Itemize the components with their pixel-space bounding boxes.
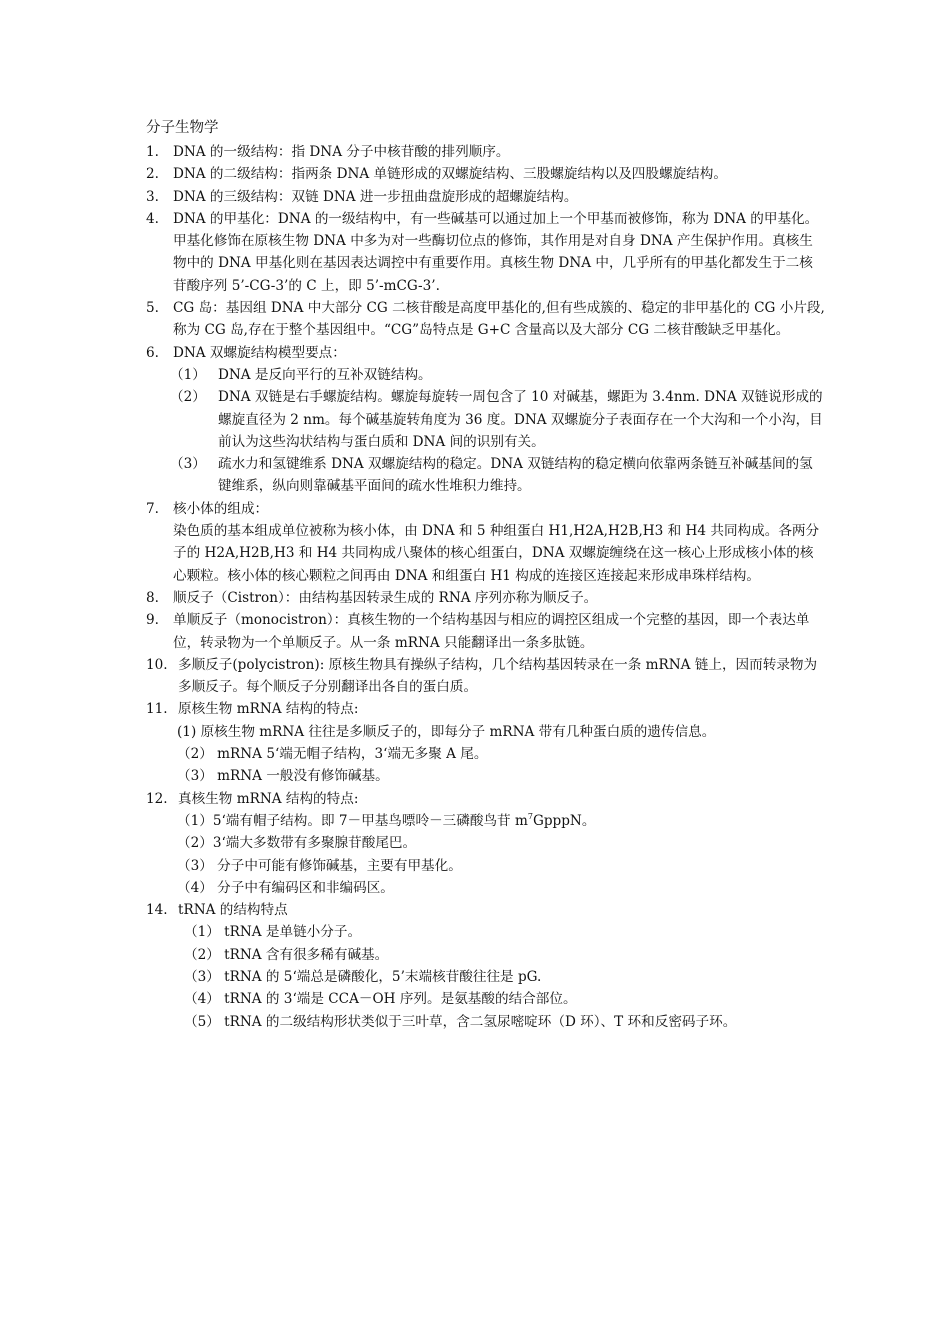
list-item [146, 163, 826, 185]
list-item [146, 587, 826, 609]
item-number: 2. [146, 166, 159, 183]
list-item [146, 698, 826, 720]
sub-item [146, 386, 826, 453]
sub-item: （2） tRNA 含有很多稀有碱基。 [184, 946, 389, 963]
item-number: 14. [146, 902, 168, 919]
item-text: 原核生物 mRNA 结构的特点: [178, 701, 359, 718]
list-item [146, 342, 826, 364]
sub-item: （3） mRNA 一般没有修饰碱基。 [177, 768, 389, 785]
sub-item-number: （2） [170, 389, 206, 406]
paragraph: 染色质的基本组成单位被称为核小体，由 DNA 和 5 种组蛋白 H1,H2A,H2B,H3 和 H4 共同构成。各两分子的 H2A,H2B,H3 和 H4 共同构成八聚体的核心组蛋白，DNA 双螺旋缠绕在这一核心上形成核小体的核心颗粒。核小体的核心颗粒之间再由 DNA 和组蛋白 H1 构成的连接区连接起来形成串珠样结构。 [173, 523, 820, 584]
sub-item [146, 453, 826, 498]
list-item [146, 186, 826, 208]
list-item [146, 788, 826, 810]
item-text: 多顺反子(polycistron): 原核生物具有操纵子结构，几个结构基因转录在一条 mRNA 链上，因而转录物为多顺反子。每个顺反子分别翻译出各自的蛋白质。 [178, 656, 818, 696]
item-text: DNA 的二级结构：指两条 DNA 单链形成的双螺旋结构、三股螺旋结构以及四股螺旋结构。 [173, 166, 727, 183]
list-item [146, 297, 826, 342]
sub-item: （4） 分子中有编码区和非编码区。 [177, 879, 394, 896]
sub-item: （2） mRNA 5‘端无帽子结构，3‘端无多聚 A 尾。 [177, 746, 488, 763]
sub-item [146, 364, 826, 386]
item-number: 8. [146, 589, 159, 606]
superscript: 7 [527, 811, 533, 821]
item-text: tRNA 的结构特点 [178, 902, 288, 919]
item-number: 3. [146, 188, 159, 205]
sub-item-text: DNA 双链是右手螺旋结构。螺旋每旋转一周包含了 10 对碱基，螺距为 3.4nm. DNA 双链说形成的螺旋直径为 2 nm。每个碱基旋转角度为 36 度。DNA 双螺旋分子表面存在一个大沟和一个小沟，目前认为这些沟状结构与蛋白质和 DNA 间的识别有关。 [218, 389, 823, 450]
list-item [146, 498, 826, 520]
item-number: 6. [146, 344, 159, 361]
item-text: CG 岛：基因组 DNA 中大部分 CG 二核苷酸是高度甲基化的,但有些成簇的、稳定的非甲基化的 CG 小片段,称为 CG 岛,存在于整个基因组中。“CG”岛特点是 G+C 含量高以及大部分 CG 二核苷酸缺乏甲基化。 [173, 300, 825, 339]
sub-item-text: DNA 是反向平行的互补双链结构。 [218, 366, 432, 383]
item-text: 真核生物 mRNA 结构的特点: [178, 790, 359, 807]
item-text: DNA 的一级结构：指 DNA 分子中核苷酸的排列顺序。 [173, 144, 510, 160]
sub-item: （3） 分子中可能有修饰碱基，主要有甲基化。 [177, 857, 462, 874]
sub-item: （4） tRNA 的 3‘端是 CCA－OH 序列。是氨基酸的结合部位。 [184, 991, 577, 1008]
item-number: 9. [146, 612, 159, 629]
sub-item: （3） tRNA 的 5‘端总是磷酸化，5’末端核苷酸往往是 pG. [184, 968, 542, 985]
item-text: 核小体的组成： [173, 500, 269, 517]
sub-item-text: GpppN。 [532, 812, 596, 829]
list-item [146, 654, 826, 699]
item-number: 10. [146, 656, 168, 673]
sub-item-text: （1）5‘端有帽子结构。即 7－甲基鸟嘌呤－三磷酸鸟苷 m [177, 812, 528, 829]
item-text: 顺反子（Cistron）：由结构基因转录生成的 RNA 序列亦称为顺反子。 [173, 589, 598, 606]
item-number: 1. [146, 144, 159, 160]
sub-item: （1） tRNA 是单链小分子。 [184, 924, 362, 941]
item-number: 5. [146, 300, 159, 317]
item-text: DNA 双螺旋结构模型要点： [173, 344, 346, 361]
sub-item: （5） tRNA 的二级结构形状类似于三叶草，含二氢尿嘧啶环（D 环）、T 环和反密码子环。 [184, 1013, 737, 1030]
item-number: 4. [146, 210, 159, 227]
sub-item-text: 疏水力和氢键维系 DNA 双螺旋结构的稳定。DNA 双链结构的稳定横向依靠两条链互补碱基间的氢键维系，纵向则靠碱基平面间的疏水性堆积力维持。 [218, 456, 813, 495]
sub-item-number: （3） [170, 456, 206, 473]
item-number: 12. [146, 790, 168, 807]
sub-item: (1) 原核生物 mRNA 往往是多顺反子的，即每分子 mRNA 带有几种蛋白质的遗传信息。 [177, 723, 716, 740]
document-body [146, 141, 826, 1033]
item-text: DNA 的甲基化：DNA 的一级结构中，有一些碱基可以通过加上一个甲基而被修饰，称为 DNA 的甲基化。甲基化修饰在原核生物 DNA 中多为对一些酶切位点的修饰，其作用是对自身 DNA 产生保护作用。真核生物中的 DNA 甲基化则在基因表达调控中有重要作用。真核生物 DNA 中，几乎所有的甲基化都发生于二核苷酸序列 5’-CG-3’的 C 上，即 5’-mCG-3’. [173, 210, 819, 294]
document-title: 分子生物学 [146, 120, 219, 136]
item-number: 11. [146, 701, 168, 718]
item-text: 单顺反子（monocistron）：真核生物的一个结构基因与相应的调控区组成一个完整的基因，即一个表达单位，转录物为一个单顺反子。从一条 mRNA 只能翻译出一条多肽链。 [173, 612, 810, 651]
list-item [146, 141, 826, 163]
sub-item [146, 810, 826, 832]
item-text: DNA 的三级结构：双链 DNA 进一步扭曲盘旋形成的超螺旋结构。 [173, 188, 578, 205]
list-item [146, 899, 826, 921]
sub-item-number: （1） [170, 366, 206, 383]
item-number: 7. [146, 500, 159, 517]
list-item [146, 609, 826, 654]
sub-item: （2）3‘端大多数带有多聚腺苷酸尾巴。 [177, 835, 417, 852]
list-item [146, 208, 826, 297]
